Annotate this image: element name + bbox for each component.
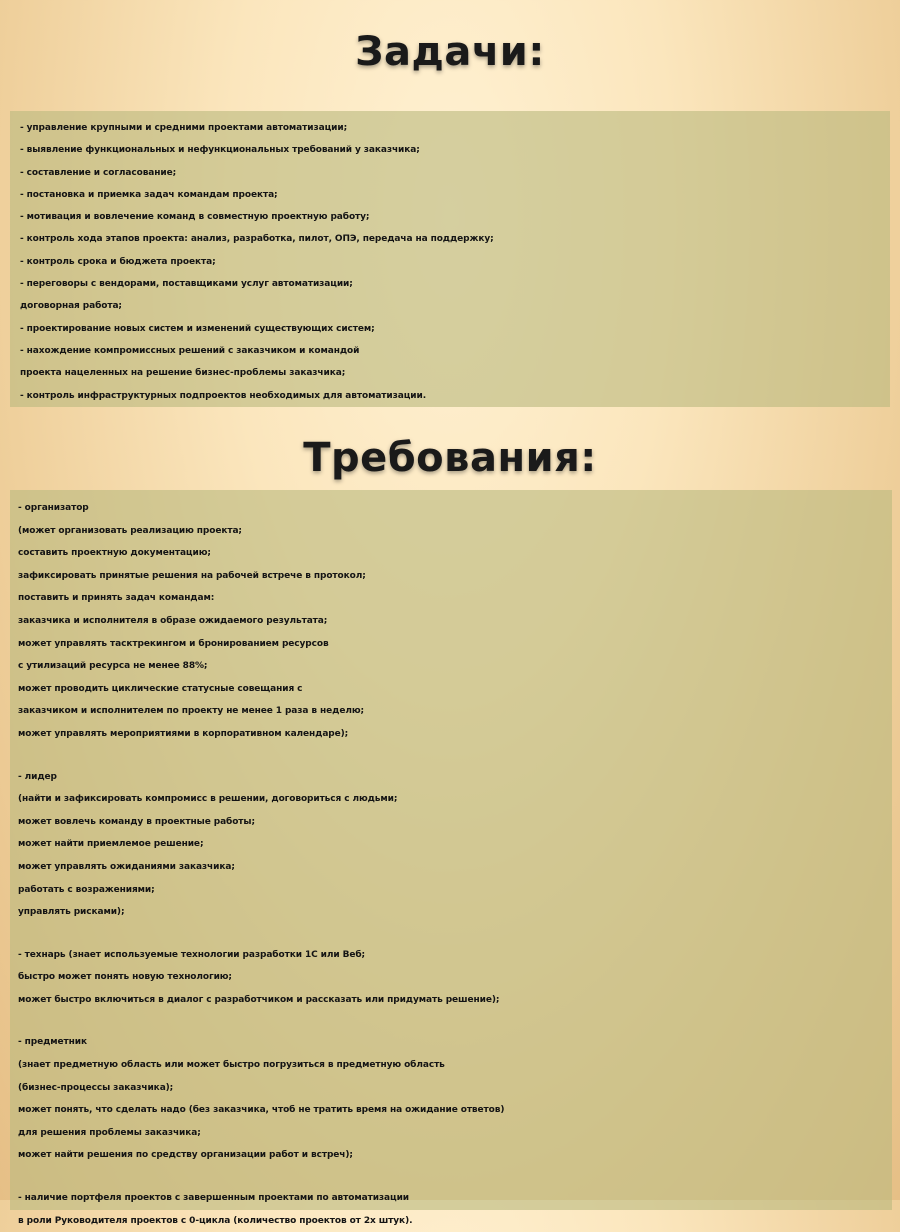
requirement-line: составить проектную документацию; [18,548,211,559]
tasks-heading: Задачи: [355,29,545,75]
blank-line [18,746,892,766]
requirement-line: заказчика и исполнителя в образе ожидаемого результата; [18,615,328,626]
task-line: - контроль инфраструктурных подпроектов необходимых для автоматизации. [20,390,427,401]
task-line: - нахождение компромиссных решений с заказчиком и командой [20,345,360,356]
requirements-list [18,497,892,1232]
requirement-line: (знает предметную область или может быстро погрузиться в предметную область [18,1060,445,1071]
requirement-line: в роли Руководителя проектов с 0-цикла (количество проектов от 2х штук). [18,1215,413,1226]
requirement-line: может управлять тасктрекингом и бронированием ресурсов [18,638,329,649]
blank-line [18,1167,892,1187]
requirement-line: может найти приемлемое решение; [18,839,204,850]
requirement-line: заказчиком и исполнителем по проекту не менее 1 раза в неделю; [18,706,364,717]
blank-line [18,1011,892,1031]
requirement-line: для решения проблемы заказчика; [18,1127,201,1138]
blank-line [18,924,892,944]
requirement-line: - организатор [18,503,89,513]
task-line: - контроль срока и бюджета проекта; [20,256,216,267]
requirement-line: быстро может понять новую технологию; [18,972,232,983]
task-line: - переговоры с вендорами, поставщиками услуг автоматизации; [20,279,353,290]
requirement-line: с утилизаций ресурса не менее 88%; [18,661,208,672]
requirement-line: может проводить циклические статусные совещания с [18,683,303,694]
requirement-line: может управлять мероприятиями в корпоративном календаре); [18,728,349,739]
requirement-line: может быстро включиться в диалог с разработчиком и рассказать или придумать решение); [18,994,500,1005]
task-line: - постановка и приемка задач командам проекта; [20,189,278,200]
requirement-line: может вовлечь команду в проектные работы; [18,816,255,827]
task-line: договорная работа; [20,301,122,312]
tasks-panel [10,111,890,407]
requirement-line: - лидер [18,771,57,782]
requirement-line: управлять рисками); [18,907,125,918]
task-line: - управление крупными и средними проектами автоматизации; [20,123,348,133]
requirement-line: поставить и принять задач командам: [18,593,215,604]
requirement-line: работать с возражениями; [18,884,155,895]
task-line: - мотивация и вовлечение команд в совместную проектную работу; [20,212,370,223]
requirement-line: - технарь (знает используемые технологии разработки 1С или Веб; [18,949,366,960]
task-line: - проектирование новых систем и изменений существующих систем; [20,323,375,334]
task-line: - выявление функциональных и нефункциональных требований у заказчика; [20,145,420,156]
requirement-line: (найти и зафиксировать компромисс в решении, договориться с людьми; [18,794,398,805]
task-line: - контроль хода этапов проекта: анализ, разработка, пилот, ОПЭ, передача на поддержку; [20,234,494,245]
requirement-line: может найти решения по средству организации работ и встреч); [18,1150,353,1161]
tasks-list [20,117,890,407]
requirement-line: - предметник [18,1037,88,1048]
requirements-heading: Требования: [303,435,597,481]
requirement-line: (бизнес-процессы заказчика); [18,1082,174,1093]
requirement-line: - наличие портфеля проектов с завершенным проектами по автоматизации [18,1193,409,1204]
requirement-line: может понять, что сделать надо (без заказчика, чтоб не тратить время на ожидание ответов) [18,1105,505,1116]
requirement-line: (может организовать реализацию проекта; [18,525,242,536]
requirement-line: зафиксировать принятые решения на рабочей встрече в протокол; [18,570,366,581]
requirements-panel [10,490,892,1226]
task-line: проекта нацеленных на решение бизнес-проблемы заказчика; [20,368,346,379]
task-line: - составление и согласование; [20,167,177,178]
requirement-line: может управлять ожиданиями заказчика; [18,861,235,872]
